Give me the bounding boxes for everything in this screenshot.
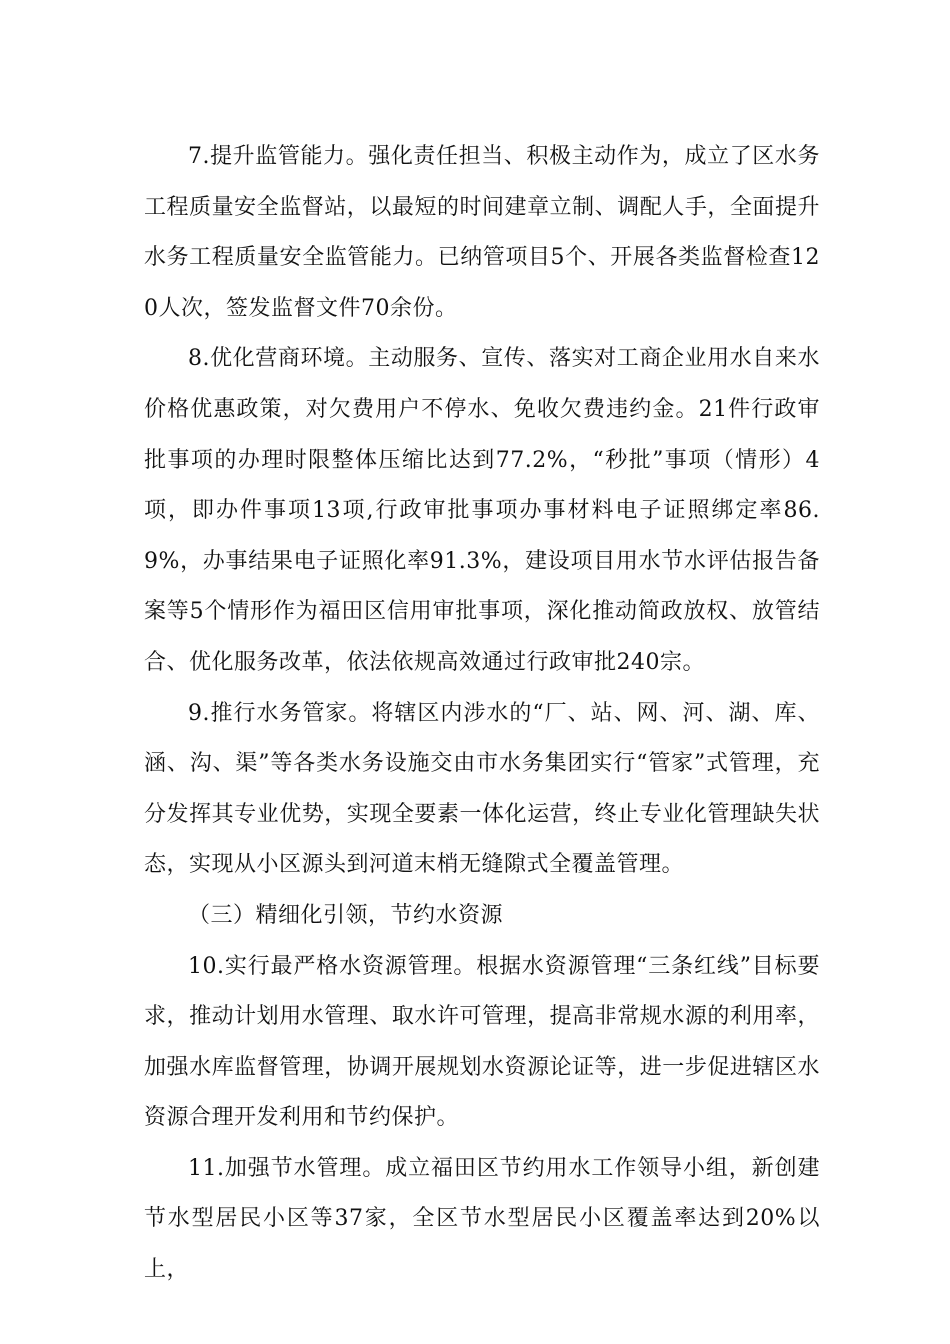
paragraph-9-water-steward: 9.推行水务管家。将辖区内涉水的“厂、站、网、河、湖、库、涵、沟、渠”等各类水务设施交由市水务集团实行“管家”式管理，充分发挥其专业优势，实现全要素一体化运营，终止专业化管理缺失状态，实现从小区源头到河道末梢无缝隙式全覆盖管理。 — [144, 700, 820, 878]
document-body — [144, 132, 820, 1296]
paragraph-8-business-environment: 8.优化营商环境。主动服务、宣传、落实对工商企业用水自来水价格优惠政策，对欠费用户不停水、免收欠费违约金。21件行政审批事项的办理时限整体压缩比达到77.2%，“秒批”事项（情形）4项，即办件事项13项,行政审批事项办事材料电子证照绑定率86.9%，办事结果电子证照化率91.3%，建设项目用水节水评估报告备案等5个情形作为福田区信用审批事项，深化推动简政放权、放管结合、优化服务改革，依法依规高效通过行政审批240宗。 — [144, 346, 820, 675]
paragraph-11-water-saving: 11.加强节水管理。成立福田区节约用水工作领导小组，新创建节水型居民小区等37家，全区节水型居民小区覆盖率达到20%以上， — [144, 1155, 820, 1283]
paragraph-7-monitoring: 7.提升监管能力。强化责任担当、积极主动作为，成立了区水务工程质量安全监督站，以最短的时间建章立制、调配人手，全面提升水务工程质量安全监管能力。已纳管项目5个、开展各类监督检查120人次，签发监督文件70余份。 — [144, 144, 820, 321]
section-heading-3: （三）精细化引领，节约水资源 — [188, 902, 504, 928]
paragraph-10-water-resources: 10.实行最严格水资源管理。根据水资源管理“三条红线”目标要求，推动计划用水管理、取水许可管理，提高非常规水源的利用率，加强水库监督管理，协调开展规划水资源论证等，进一步促进辖区水资源合理开发利用和节约保护。 — [144, 953, 820, 1131]
